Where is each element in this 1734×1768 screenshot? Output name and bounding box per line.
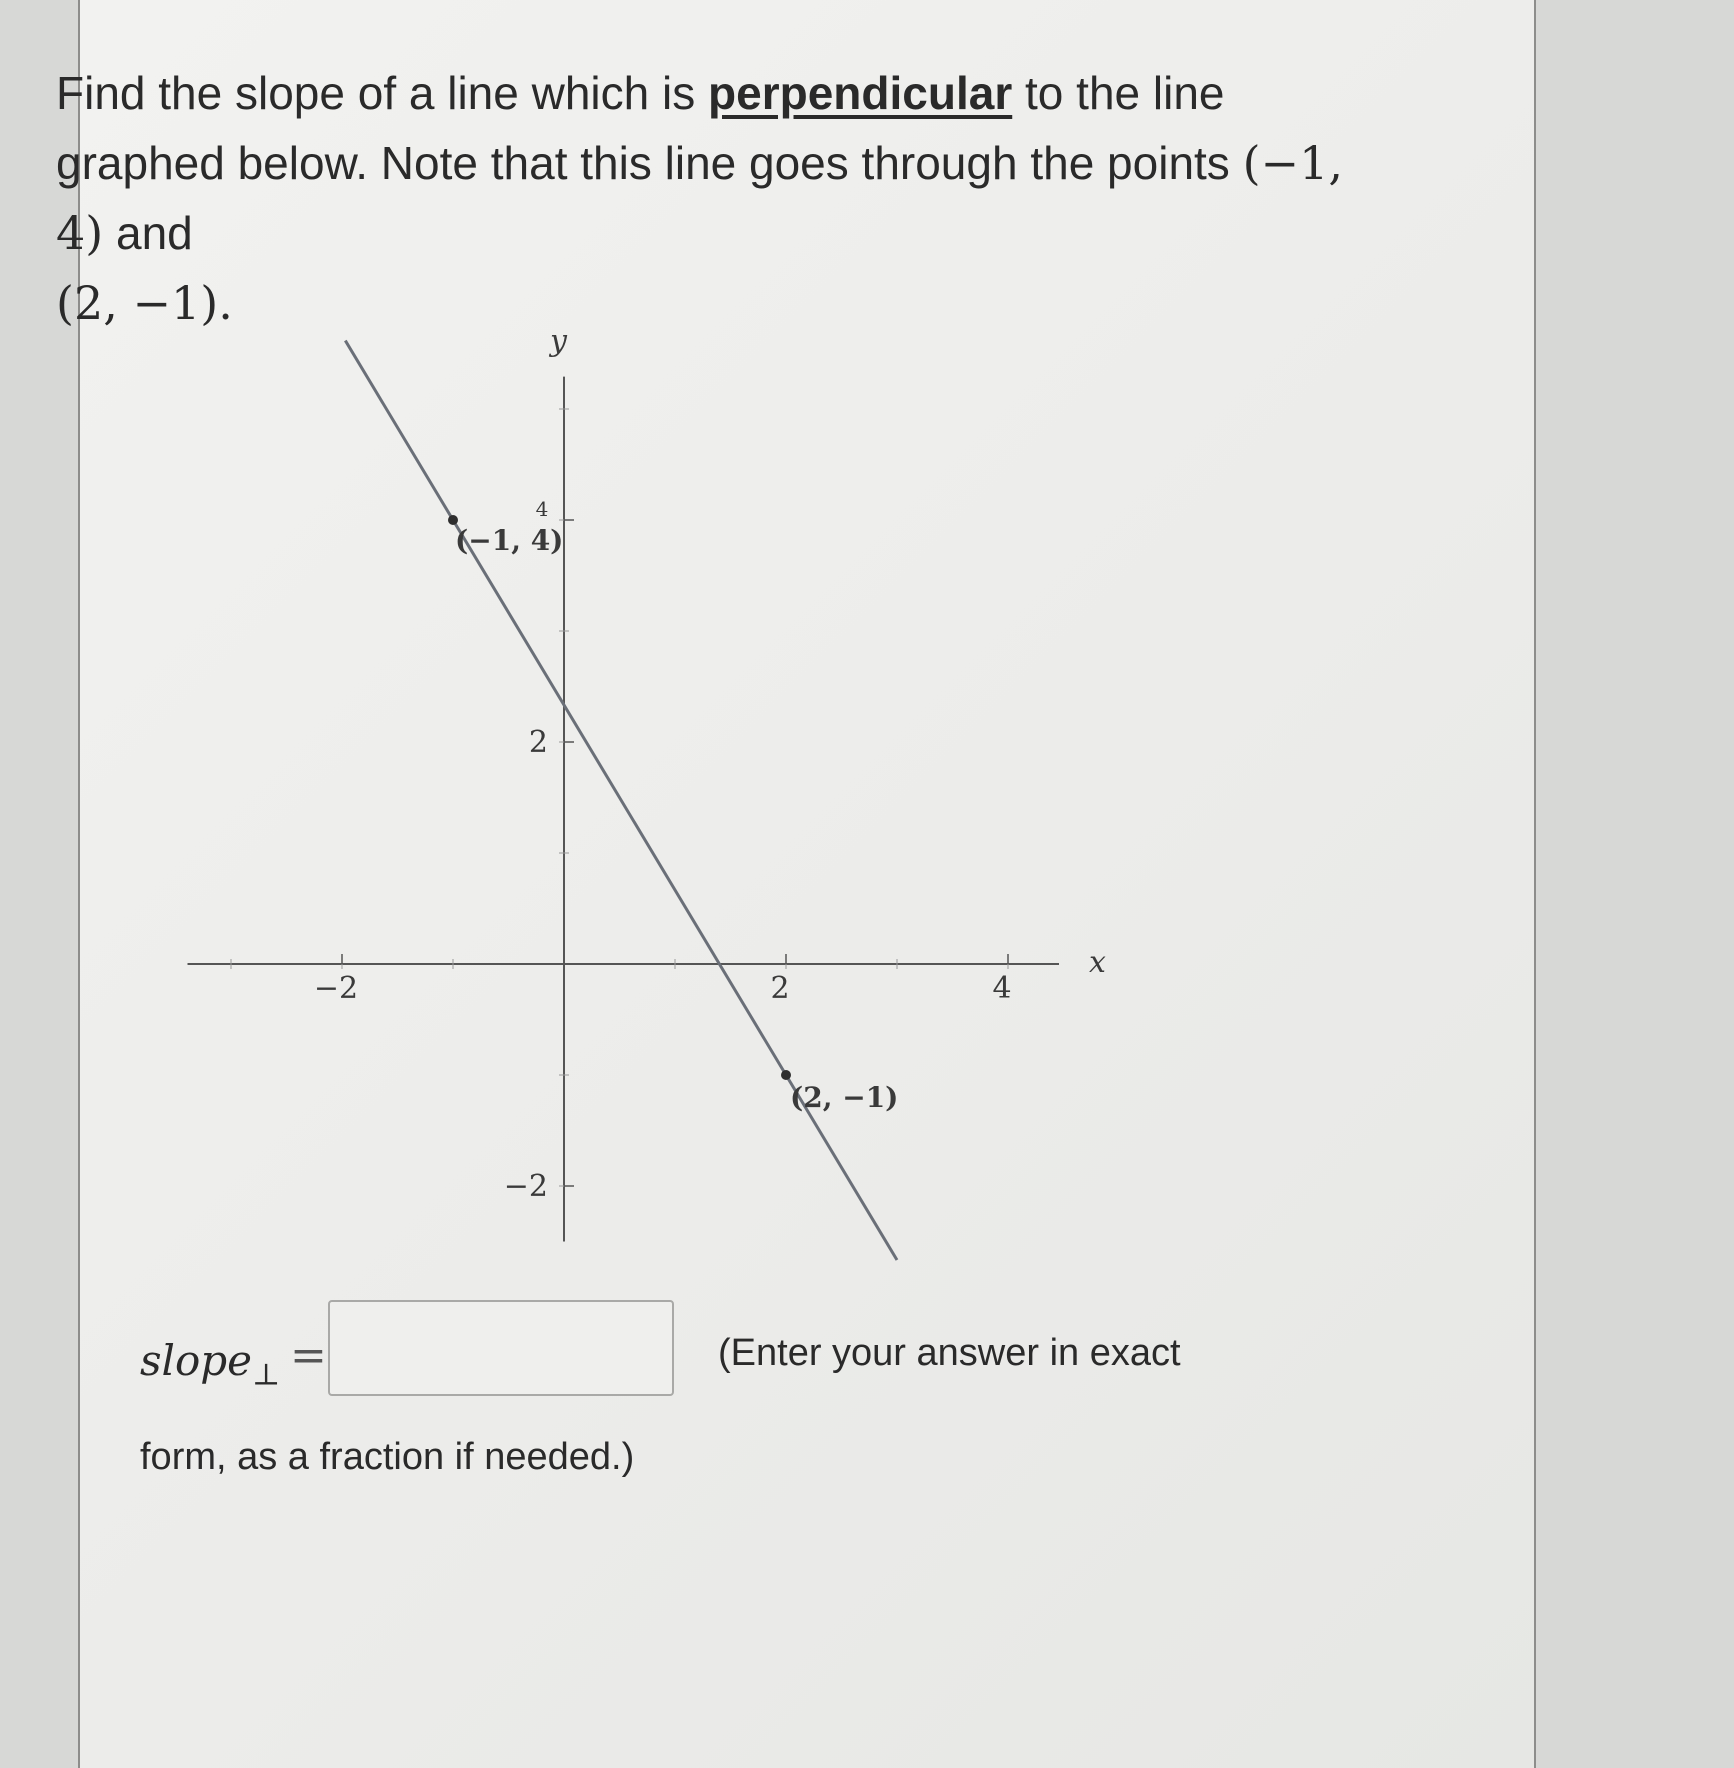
question-text	[56, 58, 1396, 338]
x-tick-label: 2	[770, 971, 790, 1006]
point-2-marker	[781, 1070, 791, 1080]
y-axis-label: y	[550, 323, 567, 359]
point-2-text: (2, −1)	[56, 276, 219, 330]
y-tick-label-4: 4	[535, 497, 549, 521]
graph-svg	[78, 300, 1178, 1300]
answer-row	[140, 1300, 1480, 1420]
line-graph	[78, 300, 1178, 1300]
answer-hint-line-1: (Enter your answer in exact	[718, 1332, 1181, 1374]
x-axis-label: x	[1089, 945, 1106, 980]
equals-sign: =	[290, 1330, 327, 1381]
x-tick-label: −2	[313, 971, 359, 1006]
y-tick-label: −2	[503, 1169, 548, 1204]
point-1-text: (−1, 4)	[56, 136, 1343, 260]
perpendicular-symbol: ⊥	[252, 1357, 281, 1393]
graphed-line	[345, 341, 897, 1260]
point-1-label: (−1, 4)	[455, 524, 564, 557]
question-intro: Find the slope of a line which is	[56, 67, 709, 119]
point-2-label: (2, −1)	[790, 1081, 899, 1114]
perpendicular-emphasis: perpendicular	[708, 67, 1013, 119]
question-period: .	[218, 276, 233, 330]
slope-label	[140, 1336, 280, 1392]
answer-input[interactable]	[328, 1300, 674, 1396]
answer-hint-line-2: form, as a fraction if needed.)	[140, 1436, 635, 1478]
question-middle: to the line graphed below. Note that this line goes through the points	[56, 67, 1243, 189]
x-tick-label: 4	[992, 971, 1012, 1006]
y-tick-label: 2	[528, 725, 548, 760]
question-conjunction: and	[103, 207, 193, 259]
slope-word: slope	[140, 1336, 253, 1385]
